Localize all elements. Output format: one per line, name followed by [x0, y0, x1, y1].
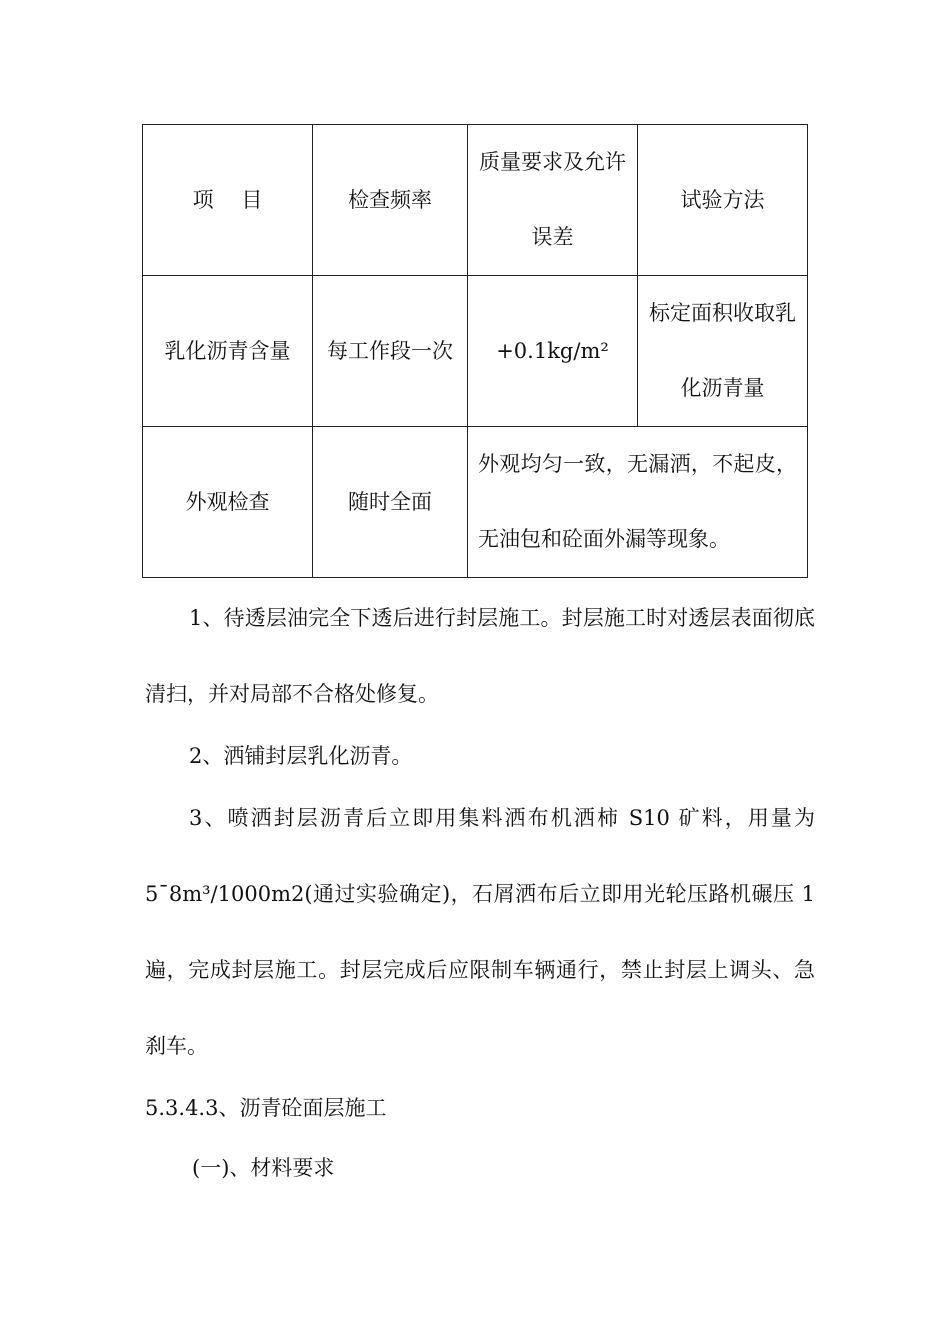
cell-method: 标定面积收取乳化沥青量	[638, 276, 808, 427]
paragraph-1: 1、待透层油完全下透后进行封层施工。封层施工时对透层表面彻底清扫，并对局部不合格处修复。	[145, 606, 815, 706]
quality-check-table	[142, 124, 808, 578]
table-header-row	[143, 125, 808, 276]
header-item: 项 目	[143, 125, 313, 276]
table-row	[143, 276, 808, 427]
cell-frequency: 每工作段一次	[313, 276, 468, 427]
table-row	[143, 427, 808, 578]
subsection-heading: (一)、材料要求	[192, 1156, 335, 1180]
cell-requirement-merged: 外观均匀一致，无漏洒，不起皮，无油包和砼面外漏等现象。	[468, 427, 808, 578]
section-heading: 5.3.4.3、沥青砼面层施工	[145, 1096, 387, 1120]
header-requirement: 质量要求及允许误差	[468, 125, 638, 276]
cell-item: 乳化沥青含量	[143, 276, 313, 427]
paragraph-2: 2、洒铺封层乳化沥青。	[189, 744, 413, 768]
cell-item: 外观检查	[143, 427, 313, 578]
cell-requirement: +0.1kg/m²	[468, 276, 638, 427]
paragraph-3: 3、喷洒封层沥青后立即用集料洒布机洒柿 S10 矿料，用量为 5¯8m³/1000m2(通过实验确定)，石屑洒布后立即用光轮压路机碾压 1 遍，完成封层施工。封层完成后应限制车辆通行，禁止封层上调头、急刹车。	[145, 806, 815, 1058]
header-frequency: 检查频率	[313, 125, 468, 276]
cell-frequency: 随时全面	[313, 427, 468, 578]
header-method: 试验方法	[638, 125, 808, 276]
